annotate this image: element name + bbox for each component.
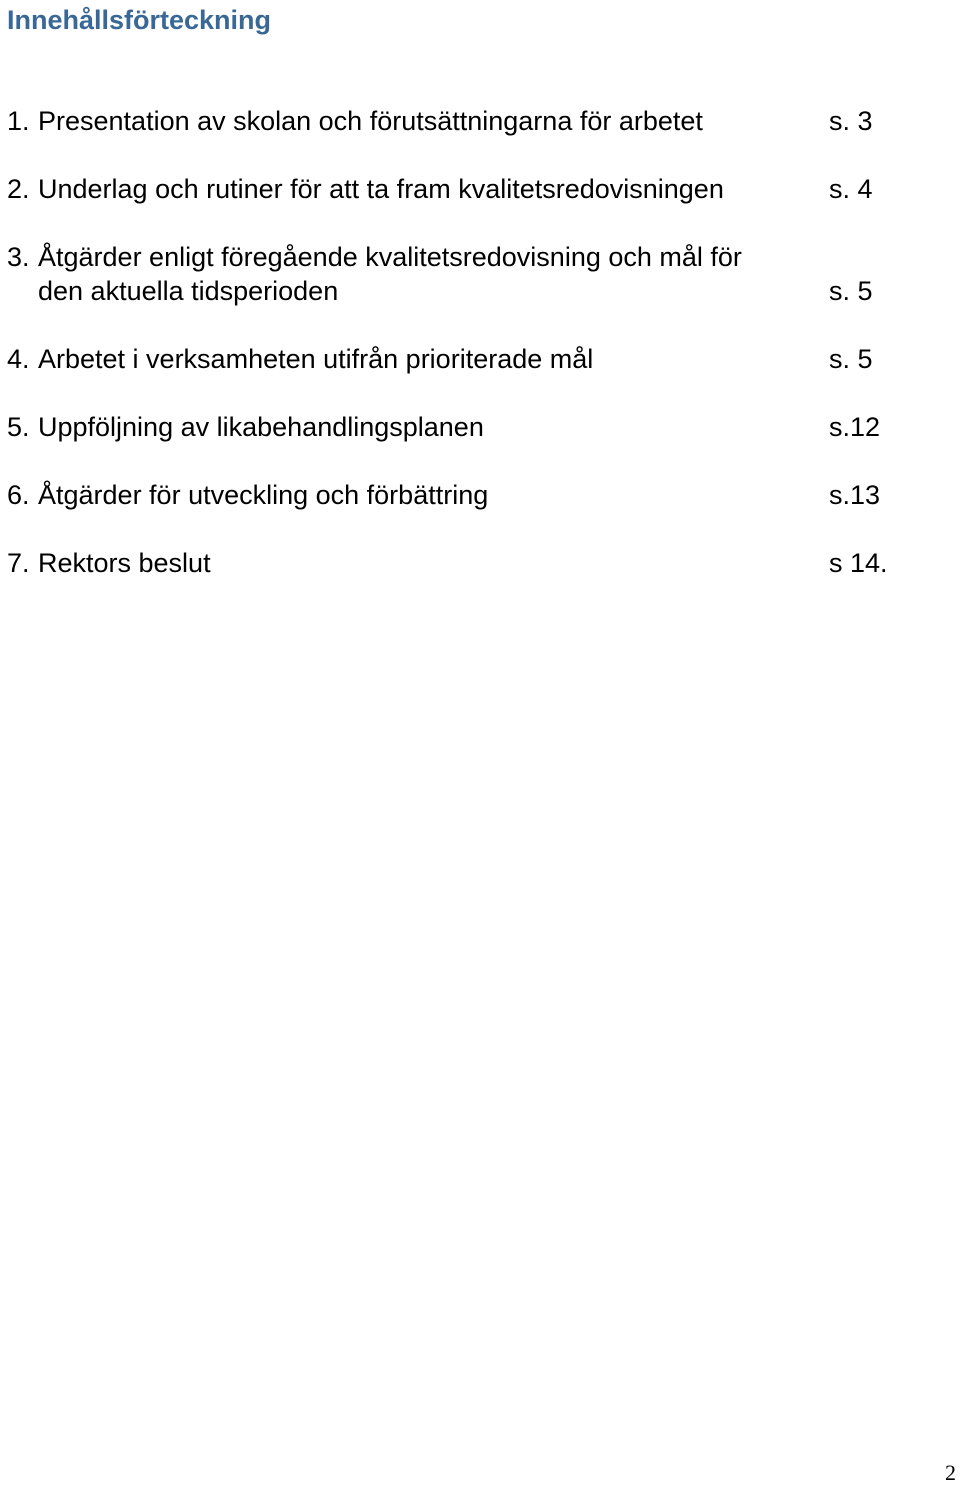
toc-entry-number: 1. (7, 106, 30, 136)
toc-entry-page: s. 4 (829, 174, 873, 204)
toc-entry-number: 7. (7, 548, 30, 578)
toc-entry-title-line: Underlag och rutiner för att ta fram kvalitetsredovisningen (38, 174, 724, 204)
page-number: 2 (945, 1460, 956, 1485)
toc-entry-title (38, 240, 742, 308)
toc-entry-title-line: Uppföljning av likabehandlingsplanen (38, 412, 484, 442)
toc-entry-number: 6. (7, 480, 30, 510)
toc-entry-title (38, 104, 703, 138)
toc-entry-page: s 14. (829, 548, 888, 578)
toc-entry-title-line: Presentation av skolan och förutsättningarna för arbetet (38, 106, 703, 136)
toc-entry-number: 3. (7, 242, 30, 272)
page-title: Innehållsförteckning (7, 5, 272, 35)
toc-entry-number: 4. (7, 344, 30, 374)
toc-entry-page: s.13 (829, 480, 881, 510)
toc-entry-page: s.12 (829, 412, 881, 442)
toc-entry-page: s. 5 (829, 276, 873, 306)
toc-entry-title (38, 172, 724, 206)
toc-entry-number: 2. (7, 174, 30, 204)
toc-entry-title (38, 546, 211, 580)
toc-entry-page: s. 5 (829, 344, 873, 374)
toc-entry-title-line: den aktuella tidsperioden (38, 276, 339, 306)
toc-entry-title (38, 478, 488, 512)
toc-entry-title-line: Åtgärder för utveckling och förbättring (38, 480, 489, 510)
toc-entry-title (38, 410, 484, 444)
toc-entry-title (38, 342, 593, 376)
toc-entry-page: s. 3 (829, 106, 873, 136)
toc-entry-title-line: Rektors beslut (38, 548, 211, 578)
toc-entry-number: 5. (7, 412, 30, 442)
toc-entry-title-line: Åtgärder enligt föregående kvalitetsredovisning och mål för (38, 242, 742, 272)
toc-entry-title-line: Arbetet i verksamheten utifrån prioriterade mål (38, 344, 594, 374)
